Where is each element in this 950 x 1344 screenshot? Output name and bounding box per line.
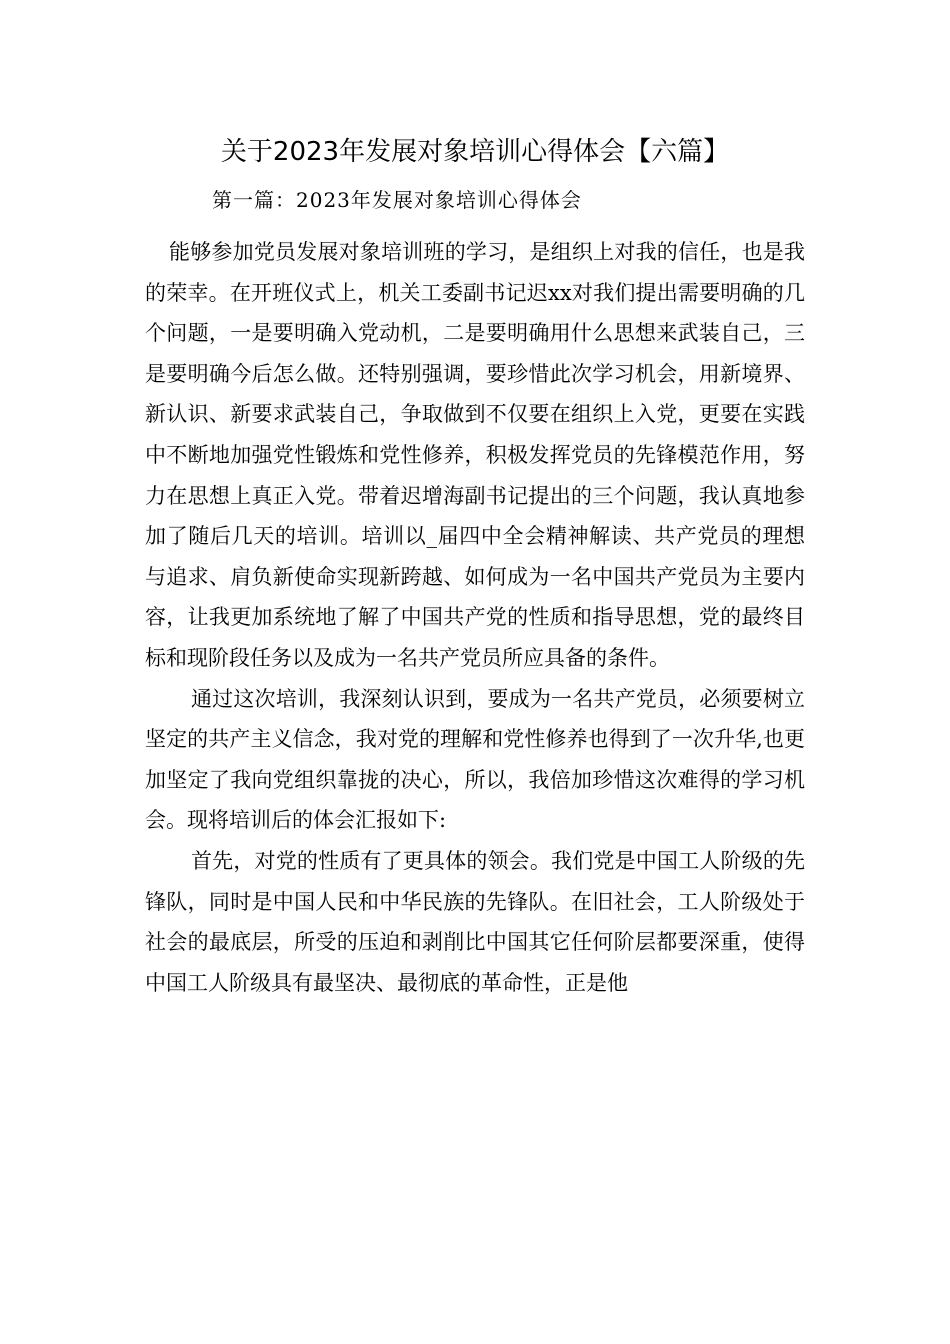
document-title: 关于2023年发展对象培训心得体会【六篇】 <box>220 137 730 167</box>
paragraph-1: 能够参加党员发展对象培训班的学习，是组织上对我的信任，也是我的荣幸。在开班仪式上，机关工委副书记迟xx对我们提出需要明确的几个问题，一是要明确入党动机，二是要明确用什么思想来武装自己，三是要明确今后怎么做。还特别强调，要珍惜此次学习机会，用新境界、新认识、新要求武装自己，争取做到不仅要在组织上入党，更要在实践中不断地加强党性锻炼和党性修养，积极发挥党员的先锋模范作用，努力在思想上真正入党。带着迟增海副书记提出的三个问题，我认真地参加了随后几天的培训。培训以_届四中全会精神解读、共产党员的理想与追求、肩负新使命实现新跨越、如何成为一名中国共产党员为主要内容，让我更加系统地了解了中国共产党的性质和指导思想，党的最终目标和现阶段任务以及成为一名共产党员所应具备的条件。 <box>145 240 805 670</box>
paragraph-2: 通过这次培训，我深刻认识到，要成为一名共产党员，必须要树立坚定的共产主义信念，我对党的理解和党性修养也得到了一次升华,也更加坚定了我向党组织靠拢的决心，所以，我倍加珍惜这次难得的学习机会。现将培训后的体会汇报如下: <box>145 686 805 833</box>
document-body <box>145 232 805 1003</box>
paragraph-3: 首先，对党的性质有了更具体的领会。我们党是中国工人阶级的先锋队，同时是中国人民和中华民族的先锋队。在旧社会，工人阶级处于社会的最底层，所受的压迫和剥削比中国其它任何阶层都要深重，使得中国工人阶级具有最坚决、最彻底的革命性，正是他 <box>145 848 805 995</box>
section-heading: 第一篇：2023年发展对象培训心得体会 <box>212 188 582 212</box>
